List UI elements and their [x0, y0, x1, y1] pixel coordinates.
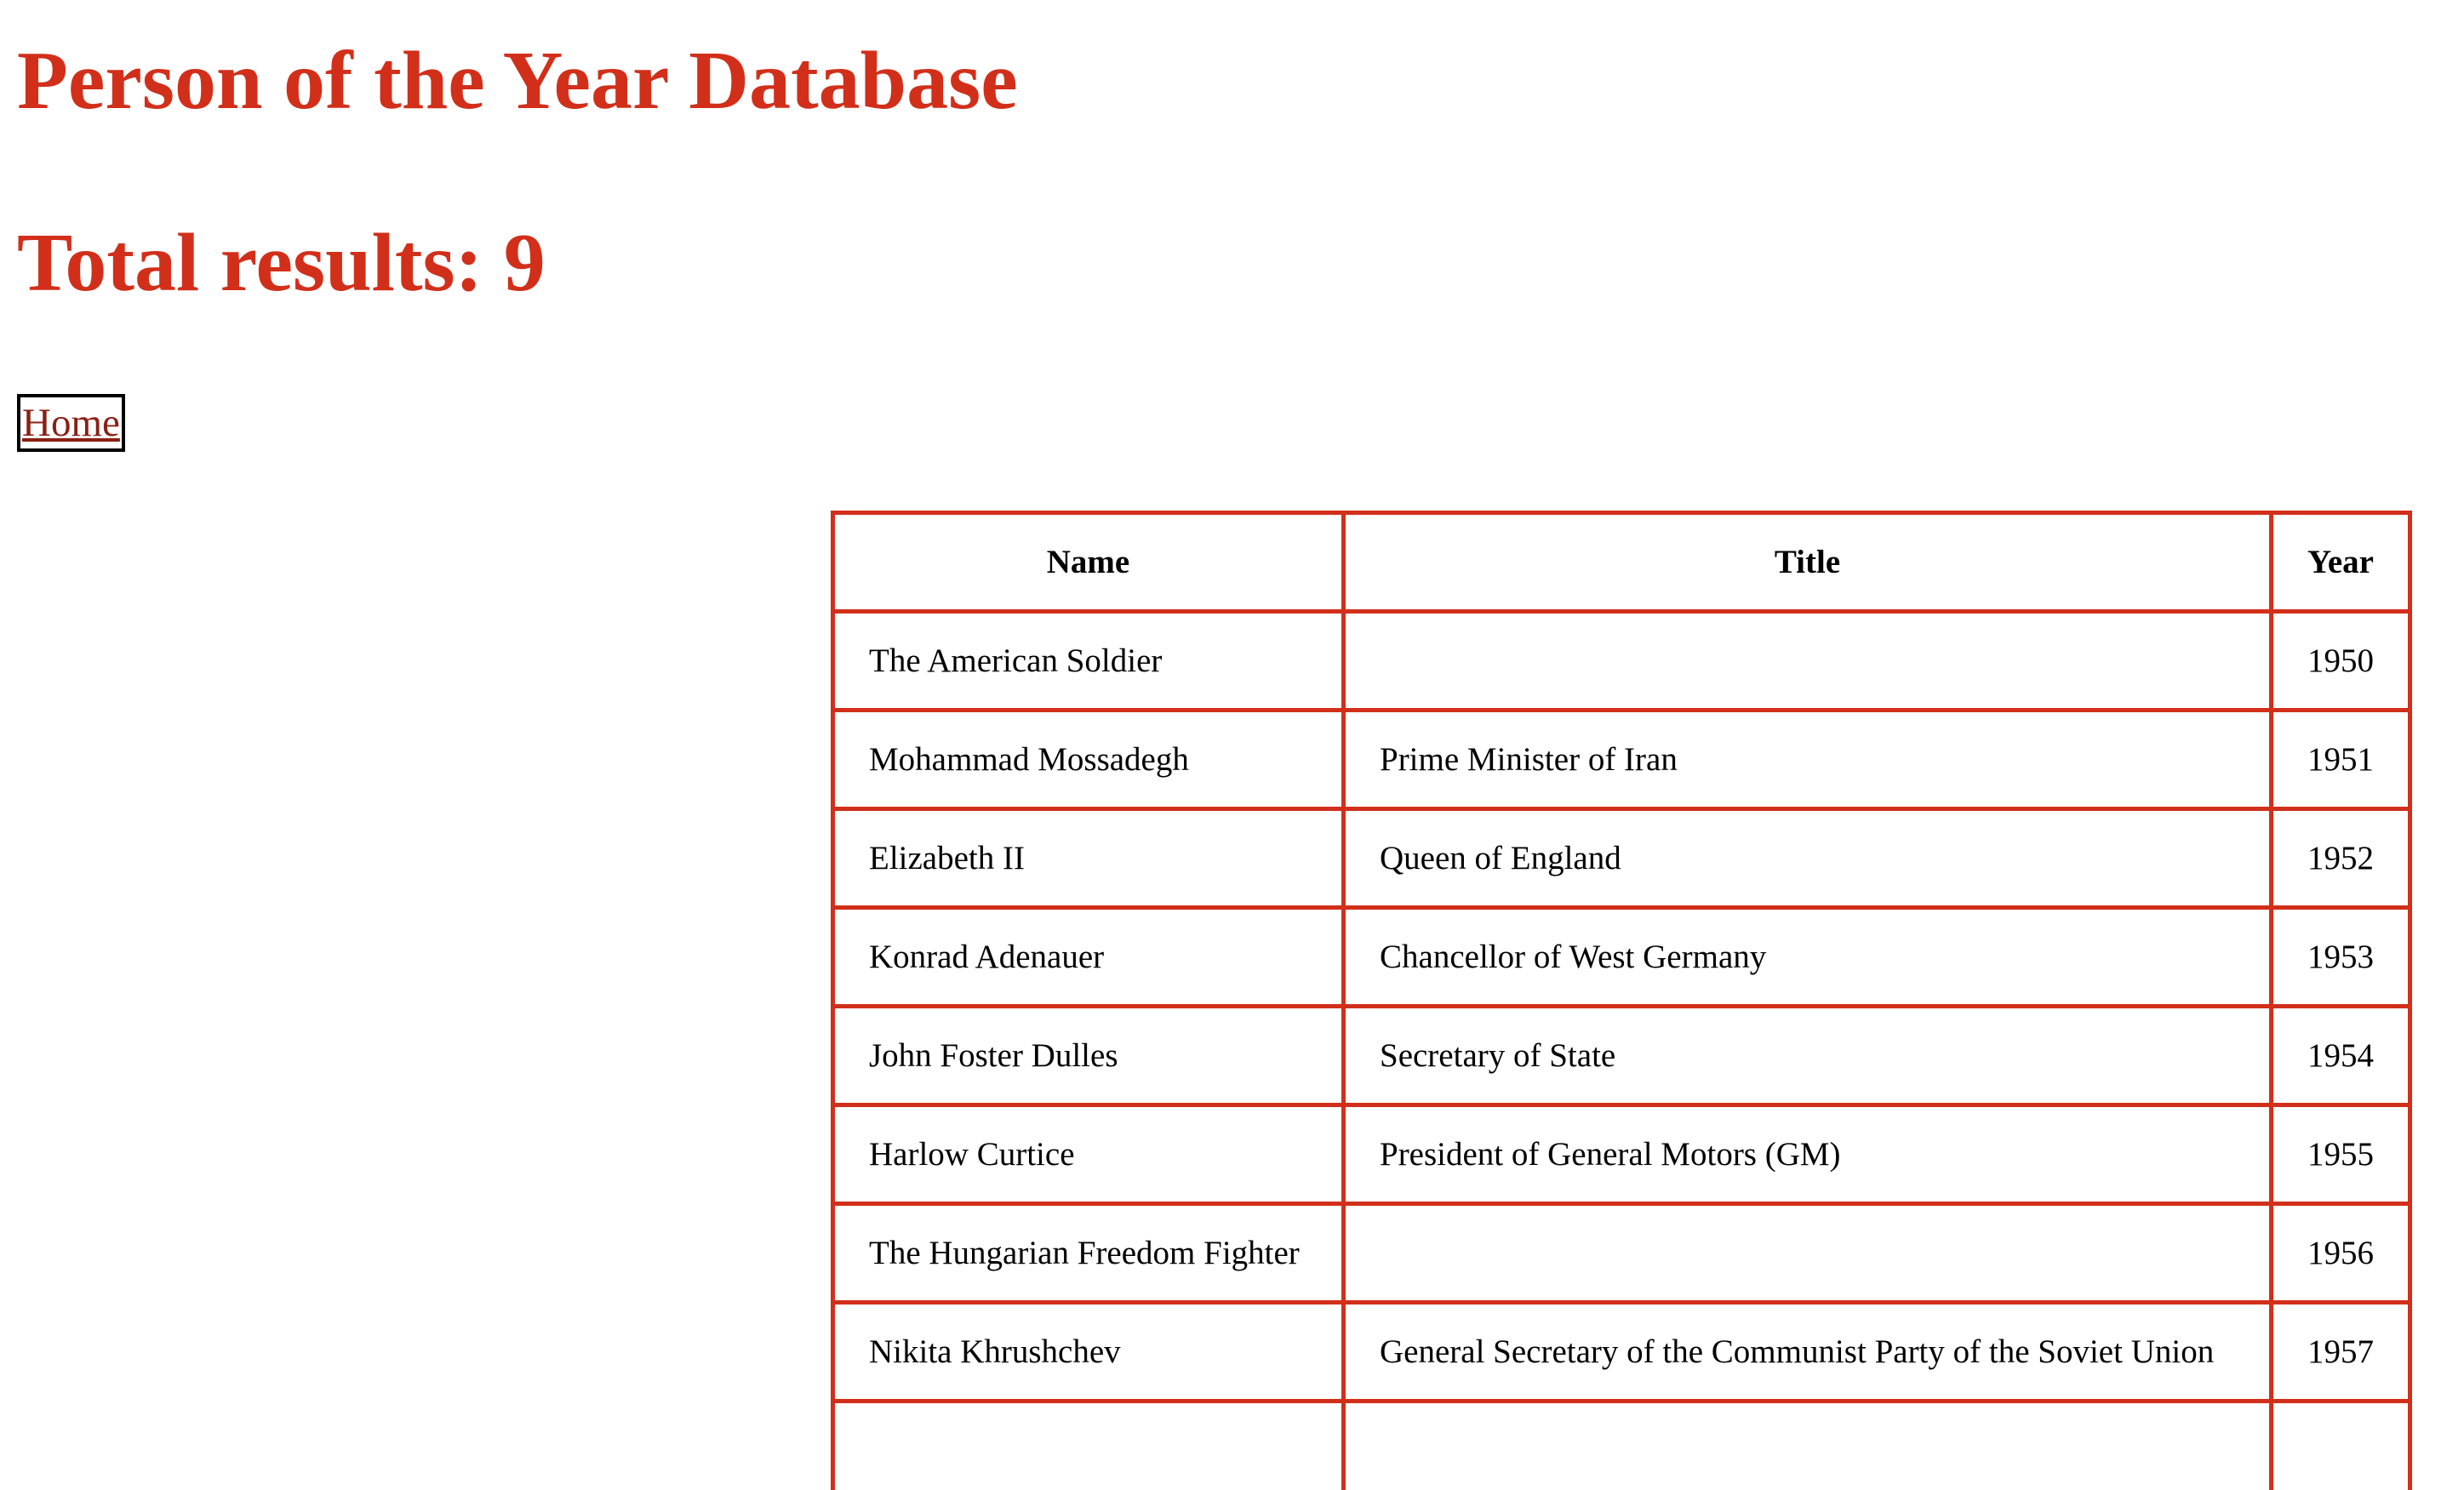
table-row: [833, 1303, 2410, 1402]
name-cell: [833, 1402, 1344, 1490]
title-cell: Chancellor of West Germany: [1344, 908, 2272, 1007]
table-header-row: [833, 513, 2410, 612]
title-cell: [1344, 1402, 2272, 1490]
name-cell: The Hungarian Freedom Fighter: [833, 1204, 1344, 1303]
table-row: [833, 908, 2410, 1007]
table-row: [833, 1204, 2410, 1303]
title-cell: [1344, 612, 2272, 711]
name-cell: Harlow Curtice: [833, 1105, 1344, 1204]
name-cell: Konrad Adenauer: [833, 908, 1344, 1007]
column-header-title: Title: [1344, 513, 2272, 612]
title-cell: General Secretary of the Communist Party of the Soviet Union: [1344, 1303, 2272, 1402]
name-cell: Nikita Khrushchev: [833, 1303, 1344, 1402]
name-cell: Elizabeth II: [833, 809, 1344, 908]
name-cell: The American Soldier: [833, 612, 1344, 711]
year-cell: 1953: [2272, 908, 2410, 1007]
table-row: [833, 612, 2410, 711]
year-cell: 1952: [2272, 809, 2410, 908]
table-row: [833, 809, 2410, 908]
name-cell: Mohammad Mossadegh: [833, 711, 1344, 809]
results-count: Total results: 9: [17, 217, 546, 309]
column-header-name: Name: [833, 513, 1344, 612]
table-row: [833, 1105, 2410, 1204]
year-cell: 1954: [2272, 1007, 2410, 1105]
year-cell: 1950: [2272, 612, 2410, 711]
year-cell: [2272, 1402, 2410, 1490]
title-cell: Queen of England: [1344, 809, 2272, 908]
title-cell: President of General Motors (GM): [1344, 1105, 2272, 1204]
name-cell: John Foster Dulles: [833, 1007, 1344, 1105]
year-cell: 1956: [2272, 1204, 2410, 1303]
year-cell: 1957: [2272, 1303, 2410, 1402]
page-title: Person of the Year Database: [17, 35, 1018, 127]
year-cell: 1951: [2272, 711, 2410, 809]
table-row: [833, 1402, 2410, 1490]
column-header-year: Year: [2272, 513, 2410, 612]
title-cell: Prime Minister of Iran: [1344, 711, 2272, 809]
title-cell: [1344, 1204, 2272, 1303]
person-of-year-table: [831, 511, 2412, 1490]
home-link[interactable]: Home: [17, 394, 125, 452]
table-row: [833, 1007, 2410, 1105]
title-cell: Secretary of State: [1344, 1007, 2272, 1105]
year-cell: 1955: [2272, 1105, 2410, 1204]
table-row: [833, 711, 2410, 809]
